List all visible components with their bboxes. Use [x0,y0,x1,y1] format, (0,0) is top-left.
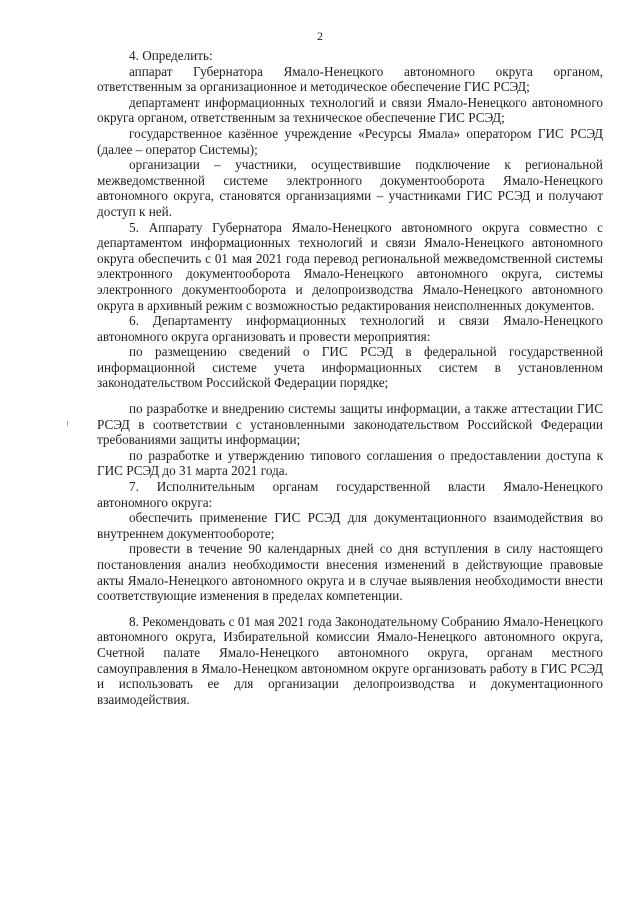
paragraph-p7-head: 7. Исполнительным органам государственной власти Ямало-Ненецкого автономного округа: [97,479,603,510]
paragraph-p6-a: по размещению сведений о ГИС РСЭД в федеральной государственной информационной системе учета информационных систем в установленном законодательством Российской Федерации порядке; [97,344,603,391]
document-body [97,48,603,707]
paragraph-p7-b: провести в течение 90 календарных дней со дня вступления в силу настоящего постановления анализ необходимости внесения изменений в действующие правовые акты Ямало-Ненецкого автономного округа и в случае выявления необходимости внести соответствующие изменения в пределах компетенции. [97,541,603,604]
paragraph-p8: 8. Рекомендовать с 01 мая 2021 года Законодательному Собранию Ямало-Ненецкого автономного округа, Избирательной комиссии Ямало-Ненецкого автономного округа, Счетной палате Ямало-Ненецкого автономного округа, органам местного самоуправления в Ямало-Ненецком автономном округе организовать работу в ГИС РСЭД и использовать ее для организации делопроизводства и документационного взаимодействия. [97,613,603,707]
margin-mark [67,421,68,426]
paragraph-p6-head: 6. Департаменту информационных технологий и связи Ямало-Ненецкого автономного округа организовать и провести мероприятия: [97,313,603,344]
page-number: 2 [317,29,323,43]
paragraph-p6-b: по разработке и внедрению системы защиты информации, а также аттестации ГИС РСЭД в соответствии с установленными законодательством Российской Федерации требованиями защиты информации; [97,401,603,448]
paragraph-p4-head: 4. Определить: [129,48,213,63]
paragraph-p4-b: департамент информационных технологий и связи Ямало-Ненецкого автономного округа органом, ответственным за техническое обеспечение ГИС РСЭД; [97,94,603,126]
paragraph-p7-a: обеспечить применение ГИС РСЭД для документационного взаимодействия во внутреннем документообороте; [97,510,603,541]
paragraph-p5: 5. Аппарату Губернатора Ямало-Ненецкого автономного округа совместно с департаментом информационных технологий и связи Ямало-Ненецкого автономного округа обеспечить с 01 мая 2021 года перевод региональной межведомственной системы электронного документооборота Ямало-Ненецкого автономного округа, системы электронного документооборота и делопроизводства Ямало-Ненецкого автономного округа в архивный режим с возможностью редактирования неисполненных документов. [97,219,603,313]
paragraph-p6-c: по разработке и утверждению типового соглашения о предоставлении доступа к ГИС РСЭД до 31 марта 2021 года. [97,447,603,479]
paragraph-p4-c: государственное казённое учреждение «Ресурсы Ямала» оператором ГИС РСЭД (далее – оператор Системы); [97,125,603,157]
paragraph-p4-d: организации – участники, осуществившие подключение к региональной межведомственной системе электронного документооборота Ямало-Ненецкого автономного округа, становятся организациями – участниками ГИС РСЭД и получают доступ к ней. [97,157,603,219]
paragraph-p4-a: аппарат Губернатора Ямало-Ненецкого автономного округа органом, ответственным за организационное и методическое обеспечение ГИС РСЭД; [97,63,603,95]
